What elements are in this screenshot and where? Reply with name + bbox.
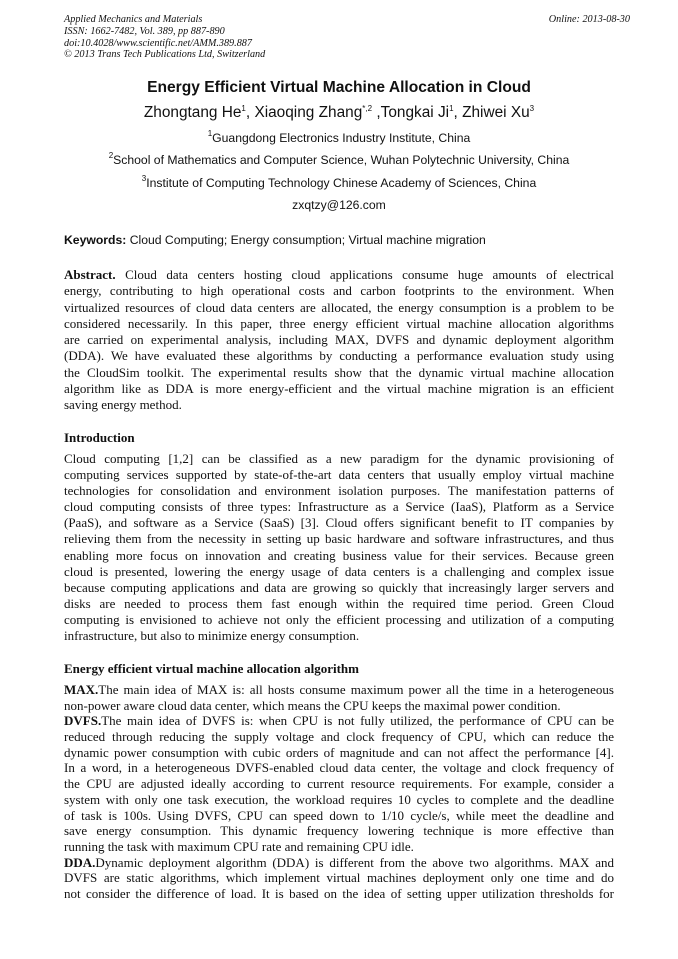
- line-text: dynamic power consumption with cubic orders of magnitude and can not affect the performance [4].: [64, 744, 614, 760]
- algorithms-body: [64, 682, 614, 902]
- author-name: Tongkai Ji: [380, 104, 450, 121]
- line-text: (PaaS), and software as a Service (SaaS) [3]. Cloud offers significant benefit to IT companies by: [64, 515, 614, 531]
- text-line: [64, 499, 614, 515]
- text-line: [64, 855, 614, 871]
- author-name: Zhongtang He: [143, 104, 242, 121]
- paragraph-lead: DVFS.: [64, 713, 102, 729]
- line-text: relieving them from the necessity in setting up basic hardware and software infrastructures, and thus: [64, 531, 614, 547]
- author-name: Xiaoqing Zhang: [254, 104, 363, 121]
- text-line: [64, 612, 614, 628]
- line-text: enabling more focus on innovation and creating business value for their services. Because green: [64, 547, 614, 563]
- affiliation-2: [0, 153, 678, 167]
- journal-header: [64, 14, 265, 61]
- line-text: The main idea of DVFS is: when CPU is not fully utilized, the performance of CPU can be: [101, 713, 614, 729]
- line-text: Dynamic deployment algorithm (DDA) is different from the above two algorithms. MAX and: [95, 854, 614, 870]
- line-text: algorithm like as DDA is more energy-efficient and the virtual machine migration is an efficient: [64, 381, 614, 397]
- paragraph-lead: Abstract.: [64, 267, 116, 282]
- author-sup: 1: [241, 104, 246, 113]
- introduction-heading: Introduction: [64, 430, 135, 445]
- keywords: [64, 233, 486, 247]
- line-text: reduced through reducing the supply voltage and clock frequency of CPU, which can reduce the: [64, 729, 614, 745]
- line-text: (DDA). We have evaluated these algorithms by conducting a performance evaluation study using: [64, 348, 614, 364]
- line-text: not consider the difference of load. It is based on the idea of setting upper utilization thresholds for: [64, 885, 614, 901]
- line-text: disks are needed to process them fast enough within the required time period. Green Cloud: [64, 595, 614, 611]
- author-sup: 1: [449, 104, 454, 113]
- algorithm-paragraph: [64, 713, 614, 854]
- affiliation-sup: 1: [207, 129, 213, 138]
- keywords-label: Keywords:: [64, 233, 127, 247]
- text-line: [64, 886, 614, 902]
- text-line: [64, 515, 614, 531]
- text-line: [64, 451, 614, 467]
- author-separator: ,: [453, 104, 463, 121]
- line-text: cloud computing consists of three types: Infrastructure as a Service (IaaS), Platform as a Service: [64, 499, 614, 515]
- text-line: [64, 628, 614, 644]
- issn: ISSN: 1662-7482, Vol. 389, pp 887-890: [64, 25, 225, 37]
- author-sup: 3: [529, 104, 535, 113]
- text-line: [64, 580, 614, 596]
- line-text: The main idea of MAX is: all hosts consume maximum power all the time in a heterogeneous: [98, 682, 614, 697]
- copyright: © 2013 Trans Tech Publications Ltd, Switzerland: [64, 49, 266, 61]
- text-line: [64, 316, 614, 332]
- text-line: [64, 823, 614, 839]
- line-text: infrastructure, but also to minimize energy consumption.: [64, 628, 360, 644]
- text-line: [64, 548, 614, 564]
- text-line: [64, 300, 614, 316]
- text-line: [64, 365, 614, 381]
- text-line: [64, 531, 614, 547]
- line-text: computing services supported by state-of-the-art data centers that usually employ virtual machine: [64, 467, 614, 483]
- line-text: because computing applications and data are growing so quickly that increasingly larger servers and: [64, 579, 614, 595]
- paper-title: Energy Efficient Virtual Machine Allocation in Cloud: [147, 79, 531, 96]
- line-text: computing is envisioned to achieve not only the efficient processing and utilization of a computing: [64, 611, 614, 627]
- keywords-text: Cloud Computing; Energy consumption; Virtual machine migration: [126, 233, 486, 247]
- text-line: [64, 745, 614, 761]
- line-text: technologies for consolidation and environment isolation purposes. The manifestation patterns of: [64, 483, 614, 499]
- text-line: [64, 483, 614, 499]
- algorithms-heading: Energy efficient virtual machine allocation algorithm: [64, 661, 359, 676]
- text-line: [64, 792, 614, 808]
- text-line: [64, 729, 614, 745]
- text-line: [64, 596, 614, 612]
- affiliation-text: Guangdong Electronics Industry Institute, China: [212, 131, 471, 145]
- author-separator: ,: [245, 104, 255, 121]
- text-line: [64, 467, 614, 483]
- text-line: [64, 283, 614, 299]
- online-date: Online: 2013-08-30: [548, 14, 630, 25]
- affiliation-3: [0, 176, 678, 190]
- author-name: Zhiwei Xu: [462, 104, 530, 121]
- line-text: Cloud data centers hosting cloud applications consume huge amounts of electrical: [115, 267, 614, 282]
- algorithm-paragraph: [64, 855, 614, 902]
- text-line: [64, 698, 614, 714]
- line-text: the CPU are adjusted ideally according to current resource requirements. For example, consider a: [64, 776, 614, 792]
- doi: doi:10.4028/www.scientific.net/AMM.389.887: [64, 37, 252, 49]
- text-line: [64, 332, 614, 348]
- journal-name: Applied Mechanics and Materials: [64, 14, 203, 25]
- author-sup: *,2: [362, 104, 373, 113]
- line-text: save energy consumption. This dynamic frequency lowering technique is more effective than: [64, 823, 614, 839]
- line-text: DVFS are static algorithms, which implement virtual machines deployment only one time and do: [64, 870, 614, 886]
- affiliation-text: School of Mathematics and Computer Science, Wuhan Polytechnic University, China: [113, 153, 570, 167]
- affiliation-sup: 3: [141, 174, 147, 183]
- line-text: are carried on experimental analysis, including MAX, DVFS and dynamic deployment algorithm: [64, 332, 614, 348]
- affiliation-sup: 2: [108, 151, 114, 160]
- paragraph-lead: MAX.: [64, 682, 99, 697]
- author-list: [0, 104, 678, 122]
- text-line: [64, 760, 614, 776]
- line-text: system with only one task execution, the workload requires 10 cycles to complete and the deadline: [64, 791, 614, 807]
- email: zxqtzy@126.com: [292, 198, 386, 212]
- line-text: non-power aware cloud data center, which means the CPU keeps the maximal power condition.: [64, 697, 561, 713]
- line-text: cloud is presented, lowering the energy usage of data centers is a challenging and complex issue: [64, 563, 614, 579]
- algorithm-paragraph: [64, 682, 614, 713]
- text-line: [64, 381, 614, 397]
- text-line: [64, 808, 614, 824]
- text-line: [64, 267, 614, 283]
- text-line: [64, 713, 614, 729]
- affiliation-text: Institute of Computing Technology Chinese Academy of Sciences, China: [146, 176, 537, 190]
- line-text: of task is 100s. Using DVFS, CPU can speed down to 1/10 cycle/s, while meet the deadline and: [64, 807, 614, 823]
- line-text: the CloudSim toolkit. The experimental results show that the dynamic virtual machine allocation: [64, 364, 614, 380]
- text-line: [64, 397, 614, 413]
- text-line: [64, 776, 614, 792]
- text-line: [64, 348, 614, 364]
- introduction-body: [64, 451, 614, 644]
- line-text: considered necessarily. In this paper, three energy efficient virtual machine allocation algorithms: [64, 315, 614, 331]
- text-line: [64, 839, 614, 855]
- abstract: [64, 267, 614, 414]
- affiliation-1: [0, 131, 678, 145]
- line-text: Cloud computing [1,2] can be classified as a new paradigm for the dynamic provisioning of: [64, 451, 614, 466]
- paragraph-lead: DDA.: [64, 854, 96, 870]
- text-line: [64, 870, 614, 886]
- line-text: saving energy method.: [64, 397, 182, 413]
- line-text: energy, contributing to high operational costs and carbon footprints to the environment. When: [64, 283, 614, 299]
- text-line: [64, 564, 614, 580]
- text-line: [64, 682, 614, 698]
- line-text: In a word, in a heterogeneous DVFS-enabled cloud data center, the voltage and clock frequency of: [64, 760, 614, 776]
- line-text: virtualized resources of cloud data centers are allocated, the energy consumption is a problem to be: [64, 299, 614, 315]
- author-separator: ,: [372, 104, 381, 121]
- line-text: running the task with maximum CPU rate and remaining CPU idle.: [64, 838, 414, 854]
